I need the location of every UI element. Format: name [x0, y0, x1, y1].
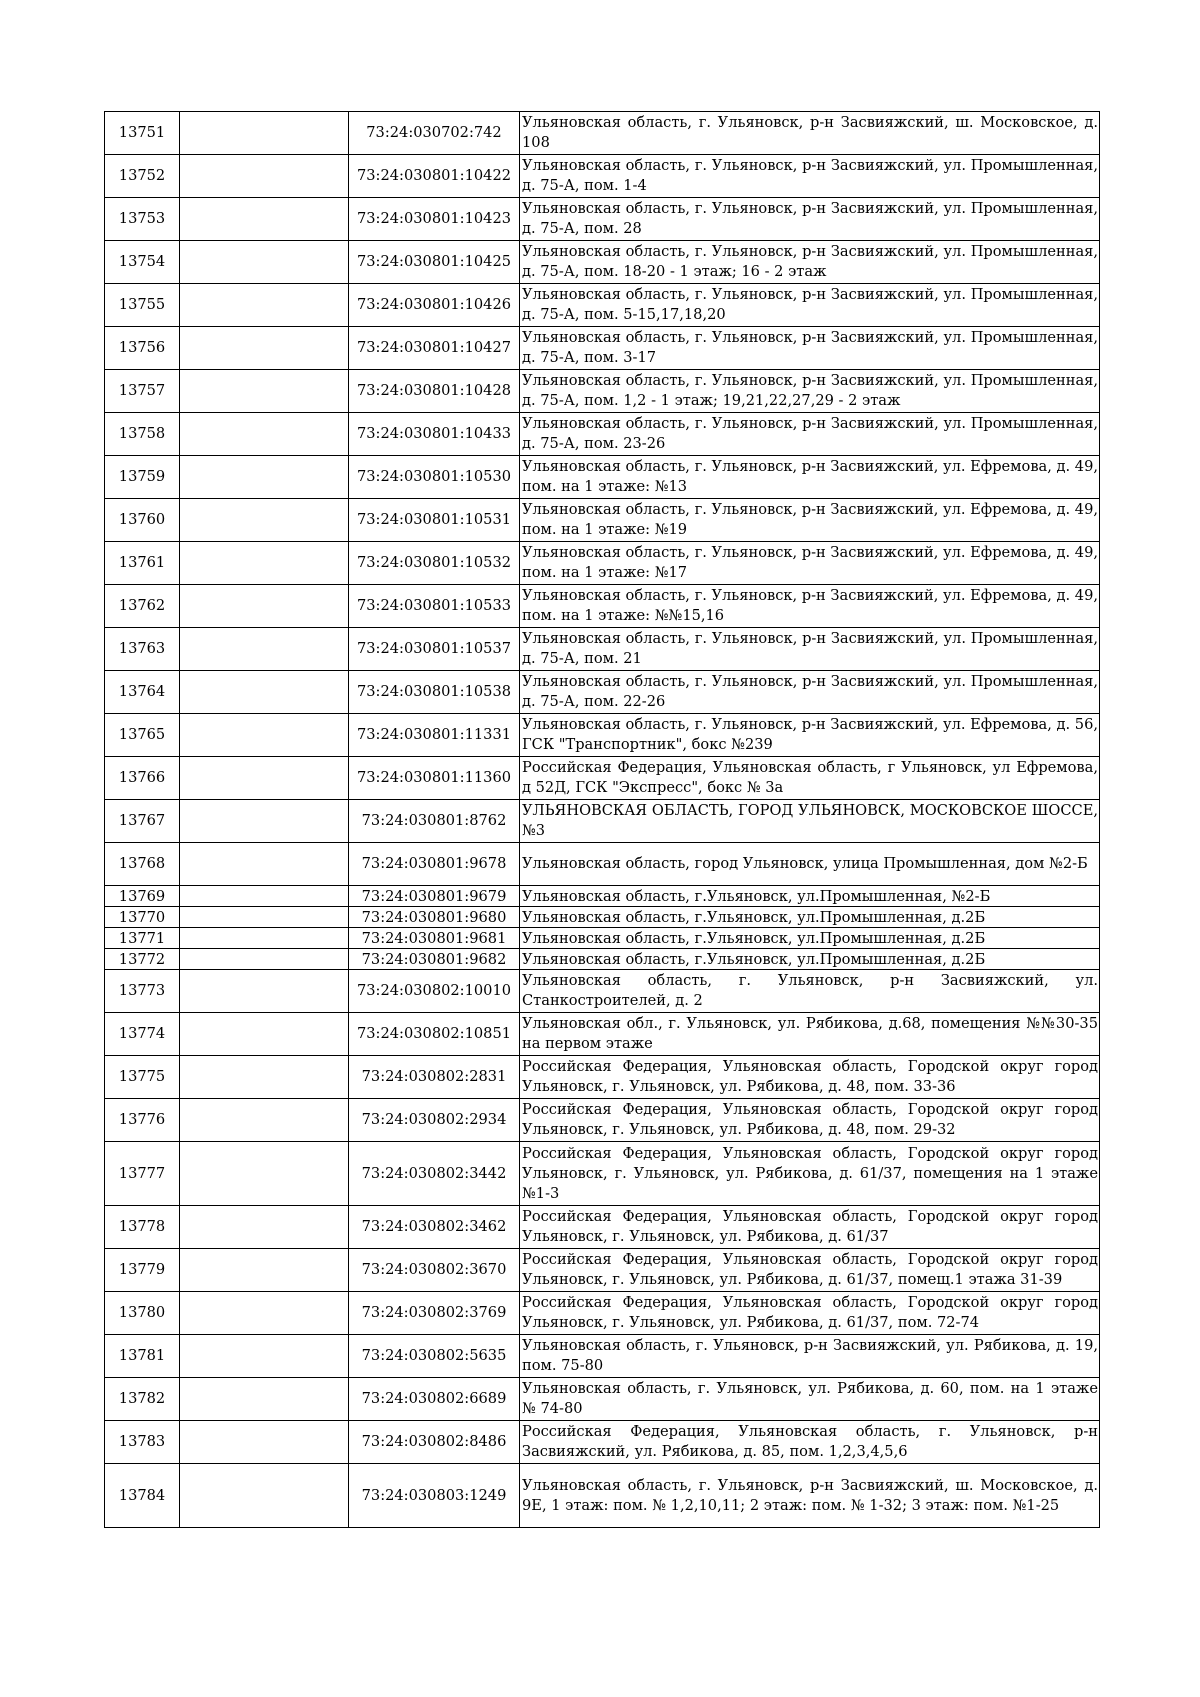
address-text: Российская Федерация, Ульяновская область, Городской округ город Ульяновск, г. Ульяновск, ул. Рябикова, д. 61/37, помещ.1 этажа 31-39: [522, 1251, 1098, 1288]
address-cell: [520, 327, 1100, 370]
owner-cell: [180, 671, 349, 714]
row-number-cell: 13780: [105, 1292, 180, 1335]
row-number-cell: 13769: [105, 886, 180, 907]
address-text: Ульяновская область, г.Ульяновск, ул.Промышленная, д.2Б: [522, 908, 986, 926]
address-cell: [520, 1249, 1100, 1292]
table-row: [105, 1421, 1100, 1464]
table-row: [105, 112, 1100, 155]
cadastral-number-cell: 73:24:030802:8486: [349, 1421, 520, 1464]
address-cell: [520, 1142, 1100, 1206]
row-number-cell: 13751: [105, 112, 180, 155]
row-number-cell: 13782: [105, 1378, 180, 1421]
address-text: Ульяновская область, г. Ульяновск, р-н Засвияжский, ул. Рябикова, д. 19, пом. 75-80: [522, 1337, 1098, 1374]
address-text: Ульяновская область, г.Ульяновск, ул.Промышленная, №2-Б: [522, 887, 991, 905]
cadastral-number-cell: 73:24:030801:10425: [349, 241, 520, 284]
cadastral-number-cell: 73:24:030802:5635: [349, 1335, 520, 1378]
address-cell: [520, 970, 1100, 1013]
address-cell: [520, 907, 1100, 928]
row-number-cell: 13767: [105, 800, 180, 843]
address-text: Ульяновская область, г. Ульяновск, р-н Засвияжский, ул. Промышленная, д. 75-А, пом. 1,2 - 1 этаж; 19,21,22,27,29 - 2 этаж: [522, 372, 1098, 409]
address-cell: [520, 1335, 1100, 1378]
owner-cell: [180, 907, 349, 928]
owner-cell: [180, 1421, 349, 1464]
address-text: Ульяновская область, г.Ульяновск, ул.Промышленная, д.2Б: [522, 950, 986, 968]
address-text: Ульяновская область, г. Ульяновск, ул. Рябикова, д. 60, пом. на 1 этаже № 74-80: [522, 1380, 1098, 1417]
address-text: Российская Федерация, Ульяновская область, г. Ульяновск, р-н Засвияжский, ул. Рябикова, д. 85, пом. 1,2,3,4,5,6: [522, 1423, 1098, 1460]
row-number-cell: 13768: [105, 843, 180, 886]
cadastral-number-cell: 73:24:030801:10538: [349, 671, 520, 714]
address-cell: [520, 949, 1100, 970]
row-number-cell: 13778: [105, 1206, 180, 1249]
table-row: [105, 542, 1100, 585]
address-cell: [520, 456, 1100, 499]
address-text: Ульяновская обл., г. Ульяновск, ул. Рябикова, д.68, помещения №№30-35 на первом этаже: [522, 1015, 1098, 1052]
address-text: Ульяновская область, г. Ульяновск, р-н Засвияжский, ул. Станкостроителей, д. 2: [522, 972, 1098, 1009]
row-number-cell: 13772: [105, 949, 180, 970]
cadastral-number-cell: 73:24:030802:3462: [349, 1206, 520, 1249]
cadastral-number-cell: 73:24:030702:742: [349, 112, 520, 155]
address-text: Российская Федерация, Ульяновская область, Городской округ город Ульяновск, г. Ульяновск, ул. Рябикова, д. 61/37, пом. 72-74: [522, 1294, 1098, 1331]
row-number-cell: 13760: [105, 499, 180, 542]
cadastral-number-cell: 73:24:030801:8762: [349, 800, 520, 843]
table-row: [105, 284, 1100, 327]
row-number-cell: 13774: [105, 1013, 180, 1056]
table-row: [105, 886, 1100, 907]
owner-cell: [180, 843, 349, 886]
owner-cell: [180, 241, 349, 284]
table-row: [105, 970, 1100, 1013]
table-row: [105, 1206, 1100, 1249]
table-row: [105, 1464, 1100, 1528]
address-text: Ульяновская область, г. Ульяновск, р-н Засвияжский, ул. Промышленная, д. 75-А, пом. 18-20 - 1 этаж; 16 - 2 этаж: [522, 243, 1098, 280]
table-row: [105, 1249, 1100, 1292]
address-text: Ульяновская область, г. Ульяновск, р-н Засвияжский, ул. Промышленная, д. 75-А, пом. 3-17: [522, 329, 1098, 366]
address-cell: [520, 499, 1100, 542]
cadastral-number-cell: 73:24:030802:2934: [349, 1099, 520, 1142]
address-cell: [520, 628, 1100, 671]
address-text: Ульяновская область, г. Ульяновск, р-н Засвияжский, ул. Промышленная, д. 75-А, пом. 1-4: [522, 157, 1098, 194]
row-number-cell: 13775: [105, 1056, 180, 1099]
cadastral-number-cell: 73:24:030801:9679: [349, 886, 520, 907]
table-row: [105, 155, 1100, 198]
address-cell: [520, 843, 1100, 886]
owner-cell: [180, 370, 349, 413]
address-cell: [520, 1056, 1100, 1099]
owner-cell: [180, 886, 349, 907]
registry-table-body: [105, 112, 1100, 1528]
row-number-cell: 13754: [105, 241, 180, 284]
row-number-cell: 13764: [105, 671, 180, 714]
cadastral-number-cell: 73:24:030803:1249: [349, 1464, 520, 1528]
address-cell: [520, 1292, 1100, 1335]
owner-cell: [180, 1056, 349, 1099]
address-cell: [520, 413, 1100, 456]
address-text: Ульяновская область, г. Ульяновск, р-н Засвияжский, ул. Промышленная, д. 75-А, пом. 22-26: [522, 673, 1098, 710]
address-text: Ульяновская область, город Ульяновск, улица Промышленная, дом №2-Б: [522, 855, 1088, 872]
cadastral-number-cell: 73:24:030801:9681: [349, 928, 520, 949]
cadastral-number-cell: 73:24:030802:10851: [349, 1013, 520, 1056]
address-text: Ульяновская область, г. Ульяновск, р-н Засвияжский, ш. Московское, д. 108: [522, 114, 1098, 151]
cadastral-number-cell: 73:24:030801:9678: [349, 843, 520, 886]
cadastral-number-cell: 73:24:030801:11331: [349, 714, 520, 757]
row-number-cell: 13756: [105, 327, 180, 370]
table-row: [105, 1378, 1100, 1421]
address-cell: [520, 1464, 1100, 1528]
owner-cell: [180, 757, 349, 800]
address-text: Ульяновская область, г. Ульяновск, р-н Засвияжский, ул. Промышленная, д. 75-А, пом. 28: [522, 200, 1098, 237]
row-number-cell: 13763: [105, 628, 180, 671]
address-cell: [520, 886, 1100, 907]
owner-cell: [180, 800, 349, 843]
cadastral-number-cell: 73:24:030802:2831: [349, 1056, 520, 1099]
cadastral-number-cell: 73:24:030801:11360: [349, 757, 520, 800]
address-cell: [520, 241, 1100, 284]
address-text: Российская Федерация, Ульяновская область, Городской округ город Ульяновск, г. Ульяновск, ул. Рябикова, д. 61/37, помещения на 1 этаже №1-3: [522, 1144, 1098, 1202]
table-row: [105, 714, 1100, 757]
row-number-cell: 13771: [105, 928, 180, 949]
address-text: УЛЬЯНОВСКАЯ ОБЛАСТЬ, ГОРОД УЛЬЯНОВСК, МОСКОВСКОЕ ШОССЕ, №3: [522, 802, 1098, 839]
address-cell: [520, 1013, 1100, 1056]
address-cell: [520, 370, 1100, 413]
row-number-cell: 13766: [105, 757, 180, 800]
row-number-cell: 13773: [105, 970, 180, 1013]
address-text: Ульяновская область, г. Ульяновск, р-н Засвияжский, ул. Промышленная, д. 75-А, пом. 23-26: [522, 415, 1098, 452]
address-text: Ульяновская область, г.Ульяновск, ул.Промышленная, д.2Б: [522, 929, 986, 947]
address-text: Ульяновская область, г. Ульяновск, р-н Засвияжский, ул. Ефремова, д. 49, пом. на 1 этаже: №17: [522, 544, 1098, 581]
row-number-cell: 13761: [105, 542, 180, 585]
owner-cell: [180, 928, 349, 949]
table-row: [105, 949, 1100, 970]
row-number-cell: 13783: [105, 1421, 180, 1464]
cadastral-number-cell: 73:24:030801:10422: [349, 155, 520, 198]
address-cell: [520, 1099, 1100, 1142]
address-cell: [520, 155, 1100, 198]
owner-cell: [180, 714, 349, 757]
owner-cell: [180, 970, 349, 1013]
address-text: Российская Федерация, Ульяновская область, Городской округ город Ульяновск, г. Ульяновск, ул. Рябикова, д. 48, пом. 33-36: [522, 1058, 1098, 1095]
owner-cell: [180, 628, 349, 671]
address-text: Ульяновская область, г. Ульяновск, р-н Засвияжский, ул. Ефремова, д. 49, пом. на 1 этаже: №19: [522, 501, 1098, 538]
table-row: [105, 1099, 1100, 1142]
row-number-cell: 13784: [105, 1464, 180, 1528]
owner-cell: [180, 585, 349, 628]
table-row: [105, 1013, 1100, 1056]
cadastral-number-cell: 73:24:030801:9682: [349, 949, 520, 970]
cadastral-number-cell: 73:24:030802:3670: [349, 1249, 520, 1292]
row-number-cell: 13762: [105, 585, 180, 628]
address-text: Российская Федерация, Ульяновская область, г Ульяновск, ул Ефремова, д 52Д, ГСК "Экспресс", бокс № 3а: [522, 759, 1098, 796]
owner-cell: [180, 284, 349, 327]
owner-cell: [180, 1292, 349, 1335]
row-number-cell: 13765: [105, 714, 180, 757]
row-number-cell: 13752: [105, 155, 180, 198]
table-row: [105, 456, 1100, 499]
table-row: [105, 757, 1100, 800]
address-cell: [520, 112, 1100, 155]
cadastral-number-cell: 73:24:030801:10531: [349, 499, 520, 542]
row-number-cell: 13781: [105, 1335, 180, 1378]
row-number-cell: 13757: [105, 370, 180, 413]
table-row: [105, 800, 1100, 843]
owner-cell: [180, 1099, 349, 1142]
address-cell: [520, 714, 1100, 757]
owner-cell: [180, 112, 349, 155]
cadastral-number-cell: 73:24:030801:9680: [349, 907, 520, 928]
address-cell: [520, 198, 1100, 241]
address-text: Российская Федерация, Ульяновская область, Городской округ город Ульяновск, г. Ульяновск, ул. Рябикова, д. 48, пом. 29-32: [522, 1101, 1098, 1138]
address-cell: [520, 1421, 1100, 1464]
row-number-cell: 13776: [105, 1099, 180, 1142]
row-number-cell: 13753: [105, 198, 180, 241]
owner-cell: [180, 542, 349, 585]
owner-cell: [180, 155, 349, 198]
address-cell: [520, 1206, 1100, 1249]
address-cell: [520, 671, 1100, 714]
owner-cell: [180, 1013, 349, 1056]
table-row: [105, 585, 1100, 628]
owner-cell: [180, 1378, 349, 1421]
cadastral-number-cell: 73:24:030801:10537: [349, 628, 520, 671]
address-cell: [520, 284, 1100, 327]
table-row: [105, 928, 1100, 949]
owner-cell: [180, 1464, 349, 1528]
cadastral-number-cell: 73:24:030802:3442: [349, 1142, 520, 1206]
address-cell: [520, 1378, 1100, 1421]
table-row: [105, 1142, 1100, 1206]
table-row: [105, 843, 1100, 886]
cadastral-number-cell: 73:24:030802:10010: [349, 970, 520, 1013]
address-cell: [520, 757, 1100, 800]
owner-cell: [180, 1249, 349, 1292]
row-number-cell: 13755: [105, 284, 180, 327]
cadastral-number-cell: 73:24:030801:10433: [349, 413, 520, 456]
table-row: [105, 671, 1100, 714]
owner-cell: [180, 327, 349, 370]
cadastral-number-cell: 73:24:030801:10423: [349, 198, 520, 241]
owner-cell: [180, 1335, 349, 1378]
cadastral-number-cell: 73:24:030801:10532: [349, 542, 520, 585]
table-row: [105, 198, 1100, 241]
table-row: [105, 413, 1100, 456]
owner-cell: [180, 499, 349, 542]
table-row: [105, 370, 1100, 413]
table-row: [105, 327, 1100, 370]
table-row: [105, 241, 1100, 284]
address-cell: [520, 800, 1100, 843]
table-row: [105, 628, 1100, 671]
owner-cell: [180, 1206, 349, 1249]
table-row: [105, 907, 1100, 928]
address-text: Ульяновская область, г. Ульяновск, р-н Засвияжский, ш. Московское, д. 9Е, 1 этаж: пом. № 1,2,10,11; 2 этаж: пом. № 1-32; 3 этаж: пом. №1-25: [522, 1476, 1098, 1514]
row-number-cell: 13777: [105, 1142, 180, 1206]
cadastral-number-cell: 73:24:030801:10426: [349, 284, 520, 327]
cadastral-number-cell: 73:24:030801:10530: [349, 456, 520, 499]
address-cell: [520, 585, 1100, 628]
table-row: [105, 1335, 1100, 1378]
cadastral-number-cell: 73:24:030801:10428: [349, 370, 520, 413]
cadastral-number-cell: 73:24:030802:6689: [349, 1378, 520, 1421]
address-cell: [520, 928, 1100, 949]
owner-cell: [180, 413, 349, 456]
row-number-cell: 13770: [105, 907, 180, 928]
table-row: [105, 1292, 1100, 1335]
registry-table: [104, 111, 1100, 1528]
owner-cell: [180, 456, 349, 499]
address-text: Российская Федерация, Ульяновская область, Городской округ город Ульяновск, г. Ульяновск, ул. Рябикова, д. 61/37: [522, 1208, 1098, 1245]
address-text: Ульяновская область, г. Ульяновск, р-н Засвияжский, ул. Ефремова, д. 56, ГСК "Транспортник", бокс №239: [522, 716, 1098, 753]
row-number-cell: 13759: [105, 456, 180, 499]
owner-cell: [180, 949, 349, 970]
address-text: Ульяновская область, г. Ульяновск, р-н Засвияжский, ул. Промышленная, д. 75-А, пом. 5-15,17,18,20: [522, 286, 1098, 323]
row-number-cell: 13758: [105, 413, 180, 456]
cadastral-number-cell: 73:24:030801:10533: [349, 585, 520, 628]
table-row: [105, 499, 1100, 542]
cadastral-number-cell: 73:24:030802:3769: [349, 1292, 520, 1335]
address-text: Ульяновская область, г. Ульяновск, р-н Засвияжский, ул. Ефремова, д. 49, пом. на 1 этаже: №13: [522, 458, 1098, 495]
owner-cell: [180, 198, 349, 241]
address-cell: [520, 542, 1100, 585]
owner-cell: [180, 1142, 349, 1206]
row-number-cell: 13779: [105, 1249, 180, 1292]
table-row: [105, 1056, 1100, 1099]
address-text: Ульяновская область, г. Ульяновск, р-н Засвияжский, ул. Промышленная, д. 75-А, пом. 21: [522, 630, 1098, 667]
address-text: Ульяновская область, г. Ульяновск, р-н Засвияжский, ул. Ефремова, д. 49, пом. на 1 этаже: №№15,16: [522, 587, 1098, 624]
cadastral-number-cell: 73:24:030801:10427: [349, 327, 520, 370]
